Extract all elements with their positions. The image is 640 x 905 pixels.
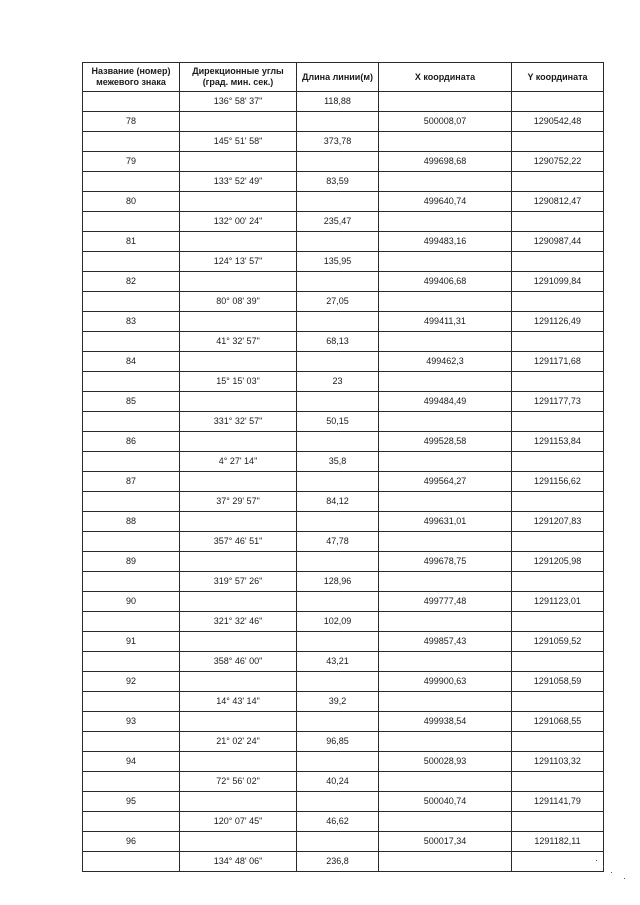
y-cell (512, 732, 604, 752)
y-coordinate-cell: 1291126,49 (512, 312, 604, 332)
angle-cell: 357° 46' 51" (180, 532, 297, 552)
angle-cell: 134° 48' 06" (180, 852, 297, 872)
length-cell (297, 152, 379, 172)
angle-cell (180, 352, 297, 372)
y-cell (512, 572, 604, 592)
point-row (83, 792, 604, 812)
length-cell: 96,85 (297, 732, 379, 752)
x-coordinate-cell: 499857,43 (379, 632, 512, 652)
angle-cell (180, 832, 297, 852)
point-row (83, 112, 604, 132)
length-cell: 47,78 (297, 532, 379, 552)
point-name-cell: 84 (83, 352, 180, 372)
table-body (83, 92, 604, 872)
length-cell: 35,8 (297, 452, 379, 472)
angle-cell (180, 112, 297, 132)
length-cell: 235,47 (297, 212, 379, 232)
point-name-cell: 78 (83, 112, 180, 132)
name-cell (83, 732, 180, 752)
length-cell (297, 352, 379, 372)
angle-cell: 14° 43' 14" (180, 692, 297, 712)
y-cell (512, 132, 604, 152)
angle-cell (180, 472, 297, 492)
point-name-cell: 82 (83, 272, 180, 292)
x-cell (379, 452, 512, 472)
length-cell (297, 632, 379, 652)
angle-cell: 80° 08' 39" (180, 292, 297, 312)
segment-row (83, 412, 604, 432)
header-name: Название (номер) межевого знака (83, 63, 180, 92)
y-cell (512, 852, 604, 872)
y-coordinate-cell: 1291177,73 (512, 392, 604, 412)
length-cell (297, 712, 379, 732)
segment-row (83, 132, 604, 152)
point-row (83, 832, 604, 852)
segment-row (83, 372, 604, 392)
point-row (83, 592, 604, 612)
y-coordinate-cell: 1290987,44 (512, 232, 604, 252)
y-cell (512, 812, 604, 832)
x-coordinate-cell: 499484,49 (379, 392, 512, 412)
angle-cell: 358° 46' 00" (180, 652, 297, 672)
length-cell (297, 552, 379, 572)
angle-cell: 319° 57' 26" (180, 572, 297, 592)
y-coordinate-cell: 1291153,84 (512, 432, 604, 452)
y-cell (512, 532, 604, 552)
y-cell (512, 772, 604, 792)
x-coordinate-cell: 499483,16 (379, 232, 512, 252)
x-coordinate-cell: 499777,48 (379, 592, 512, 612)
point-name-cell: 89 (83, 552, 180, 572)
length-cell (297, 232, 379, 252)
angle-cell (180, 272, 297, 292)
y-cell (512, 212, 604, 232)
y-cell (512, 492, 604, 512)
x-coordinate-cell: 500017,34 (379, 832, 512, 852)
boundary-coordinates-table (82, 62, 604, 872)
point-name-cell: 95 (83, 792, 180, 812)
name-cell (83, 172, 180, 192)
length-cell: 68,13 (297, 332, 379, 352)
x-cell (379, 852, 512, 872)
name-cell (83, 612, 180, 632)
point-row (83, 712, 604, 732)
name-cell (83, 652, 180, 672)
angle-cell (180, 192, 297, 212)
length-cell: 102,09 (297, 612, 379, 632)
angle-cell: 321° 32' 46" (180, 612, 297, 632)
x-cell (379, 132, 512, 152)
x-coordinate-cell: 499411,31 (379, 312, 512, 332)
length-cell (297, 392, 379, 412)
length-cell (297, 192, 379, 212)
point-row (83, 392, 604, 412)
point-name-cell: 83 (83, 312, 180, 332)
length-cell (297, 592, 379, 612)
name-cell (83, 212, 180, 232)
x-cell (379, 572, 512, 592)
y-coordinate-cell: 1291058,59 (512, 672, 604, 692)
y-coordinate-cell: 1290752,22 (512, 152, 604, 172)
angle-cell: 37° 29' 57" (180, 492, 297, 512)
segment-row (83, 172, 604, 192)
y-cell (512, 692, 604, 712)
angle-cell: 15° 15' 03" (180, 372, 297, 392)
name-cell (83, 92, 180, 112)
name-cell (83, 332, 180, 352)
point-name-cell: 87 (83, 472, 180, 492)
x-cell (379, 652, 512, 672)
angle-cell (180, 712, 297, 732)
length-cell (297, 672, 379, 692)
point-row (83, 752, 604, 772)
name-cell (83, 452, 180, 472)
segment-row (83, 692, 604, 712)
x-cell (379, 172, 512, 192)
x-coordinate-cell: 499564,27 (379, 472, 512, 492)
point-name-cell: 79 (83, 152, 180, 172)
x-cell (379, 212, 512, 232)
header-angle: Дирекционные углы (град. мин. сек.) (180, 63, 297, 92)
x-coordinate-cell: 499528,58 (379, 432, 512, 452)
segment-row (83, 212, 604, 232)
x-cell (379, 252, 512, 272)
length-cell: 43,21 (297, 652, 379, 672)
name-cell (83, 252, 180, 272)
length-cell: 39,2 (297, 692, 379, 712)
y-coordinate-cell: 1291156,62 (512, 472, 604, 492)
segment-row (83, 92, 604, 112)
angle-cell: 41° 32' 57" (180, 332, 297, 352)
segment-row (83, 572, 604, 592)
y-coordinate-cell: 1291141,79 (512, 792, 604, 812)
x-coordinate-cell: 499678,75 (379, 552, 512, 572)
length-cell: 23 (297, 372, 379, 392)
segment-row (83, 292, 604, 312)
x-cell (379, 732, 512, 752)
point-row (83, 632, 604, 652)
point-row (83, 352, 604, 372)
point-name-cell: 92 (83, 672, 180, 692)
length-cell: 46,62 (297, 812, 379, 832)
angle-cell: 136° 58' 37" (180, 92, 297, 112)
point-row (83, 472, 604, 492)
x-coordinate-cell: 500040,74 (379, 792, 512, 812)
y-cell (512, 372, 604, 392)
x-coordinate-cell: 499938,54 (379, 712, 512, 732)
point-name-cell: 91 (83, 632, 180, 652)
segment-row (83, 772, 604, 792)
length-cell: 84,12 (297, 492, 379, 512)
length-cell: 83,59 (297, 172, 379, 192)
x-cell (379, 412, 512, 432)
length-cell (297, 512, 379, 532)
point-name-cell: 96 (83, 832, 180, 852)
point-row (83, 512, 604, 532)
y-coordinate-cell: 1291068,55 (512, 712, 604, 732)
segment-row (83, 252, 604, 272)
x-cell (379, 812, 512, 832)
x-cell (379, 772, 512, 792)
name-cell (83, 692, 180, 712)
x-cell (379, 612, 512, 632)
segment-row (83, 532, 604, 552)
angle-cell: 120° 07' 45" (180, 812, 297, 832)
y-cell (512, 612, 604, 632)
angle-cell (180, 512, 297, 532)
name-cell (83, 532, 180, 552)
name-cell (83, 132, 180, 152)
x-coordinate-cell: 499631,01 (379, 512, 512, 532)
segment-row (83, 652, 604, 672)
angle-cell (180, 312, 297, 332)
angle-cell (180, 672, 297, 692)
x-coordinate-cell: 499406,68 (379, 272, 512, 292)
angle-cell (180, 432, 297, 452)
scan-speck (611, 872, 612, 873)
x-cell (379, 292, 512, 312)
y-cell (512, 412, 604, 432)
x-coordinate-cell: 499900,63 (379, 672, 512, 692)
point-row (83, 312, 604, 332)
point-name-cell: 90 (83, 592, 180, 612)
y-cell (512, 652, 604, 672)
angle-cell (180, 792, 297, 812)
x-cell (379, 532, 512, 552)
x-coordinate-cell: 499640,74 (379, 192, 512, 212)
length-cell (297, 432, 379, 452)
x-cell (379, 332, 512, 352)
header-length: Длина линии(м) (297, 63, 379, 92)
point-row (83, 152, 604, 172)
segment-row (83, 852, 604, 872)
angle-cell (180, 592, 297, 612)
name-cell (83, 572, 180, 592)
segment-row (83, 612, 604, 632)
angle-cell: 21° 02' 24" (180, 732, 297, 752)
length-cell (297, 472, 379, 492)
length-cell: 118,88 (297, 92, 379, 112)
length-cell: 27,05 (297, 292, 379, 312)
angle-cell: 72° 56' 02" (180, 772, 297, 792)
x-coordinate-cell: 499462,3 (379, 352, 512, 372)
point-row (83, 552, 604, 572)
angle-cell (180, 152, 297, 172)
x-coordinate-cell: 500008,07 (379, 112, 512, 132)
length-cell (297, 112, 379, 132)
y-cell (512, 292, 604, 312)
angle-cell (180, 632, 297, 652)
point-name-cell: 94 (83, 752, 180, 772)
y-coordinate-cell: 1290812,47 (512, 192, 604, 212)
point-row (83, 432, 604, 452)
point-row (83, 672, 604, 692)
name-cell (83, 492, 180, 512)
y-coordinate-cell: 1291103,32 (512, 752, 604, 772)
scan-speck (603, 866, 604, 867)
y-cell (512, 332, 604, 352)
y-cell (512, 452, 604, 472)
y-coordinate-cell: 1291207,83 (512, 512, 604, 532)
y-cell (512, 172, 604, 192)
point-name-cell: 93 (83, 712, 180, 732)
name-cell (83, 852, 180, 872)
length-cell (297, 832, 379, 852)
x-coordinate-cell: 499698,68 (379, 152, 512, 172)
point-name-cell: 86 (83, 432, 180, 452)
angle-cell (180, 552, 297, 572)
name-cell (83, 812, 180, 832)
length-cell: 40,24 (297, 772, 379, 792)
name-cell (83, 292, 180, 312)
segment-row (83, 492, 604, 512)
angle-cell: 124° 13' 57" (180, 252, 297, 272)
length-cell: 50,15 (297, 412, 379, 432)
header-y: Y координата (512, 63, 604, 92)
angle-cell: 331° 32' 57" (180, 412, 297, 432)
y-coordinate-cell: 1291123,01 (512, 592, 604, 612)
y-coordinate-cell: 1290542,48 (512, 112, 604, 132)
point-name-cell: 85 (83, 392, 180, 412)
length-cell (297, 312, 379, 332)
length-cell (297, 752, 379, 772)
y-coordinate-cell: 1291099,84 (512, 272, 604, 292)
x-cell (379, 92, 512, 112)
x-cell (379, 492, 512, 512)
point-name-cell: 88 (83, 512, 180, 532)
length-cell (297, 792, 379, 812)
x-coordinate-cell: 500028,93 (379, 752, 512, 772)
point-row (83, 192, 604, 212)
length-cell: 373,78 (297, 132, 379, 152)
name-cell (83, 772, 180, 792)
angle-cell: 145° 51' 58" (180, 132, 297, 152)
angle-cell (180, 392, 297, 412)
segment-row (83, 732, 604, 752)
length-cell: 236,8 (297, 852, 379, 872)
header-x: X координата (379, 63, 512, 92)
y-cell (512, 92, 604, 112)
length-cell: 135,95 (297, 252, 379, 272)
y-coordinate-cell: 1291205,98 (512, 552, 604, 572)
y-coordinate-cell: 1291171,68 (512, 352, 604, 372)
point-row (83, 232, 604, 252)
point-name-cell: 80 (83, 192, 180, 212)
y-cell (512, 252, 604, 272)
length-cell: 128,96 (297, 572, 379, 592)
x-cell (379, 372, 512, 392)
length-cell (297, 272, 379, 292)
name-cell (83, 372, 180, 392)
y-coordinate-cell: 1291059,52 (512, 632, 604, 652)
angle-cell (180, 752, 297, 772)
angle-cell (180, 232, 297, 252)
angle-cell: 133° 52' 49" (180, 172, 297, 192)
table-header-row (83, 63, 604, 92)
segment-row (83, 332, 604, 352)
scan-speck (624, 878, 625, 879)
angle-cell: 4° 27' 14" (180, 452, 297, 472)
point-row (83, 272, 604, 292)
angle-cell: 132° 00' 24" (180, 212, 297, 232)
segment-row (83, 452, 604, 472)
scan-speck (596, 860, 597, 861)
x-cell (379, 692, 512, 712)
y-coordinate-cell: 1291182,11 (512, 832, 604, 852)
name-cell (83, 412, 180, 432)
point-name-cell: 81 (83, 232, 180, 252)
segment-row (83, 812, 604, 832)
